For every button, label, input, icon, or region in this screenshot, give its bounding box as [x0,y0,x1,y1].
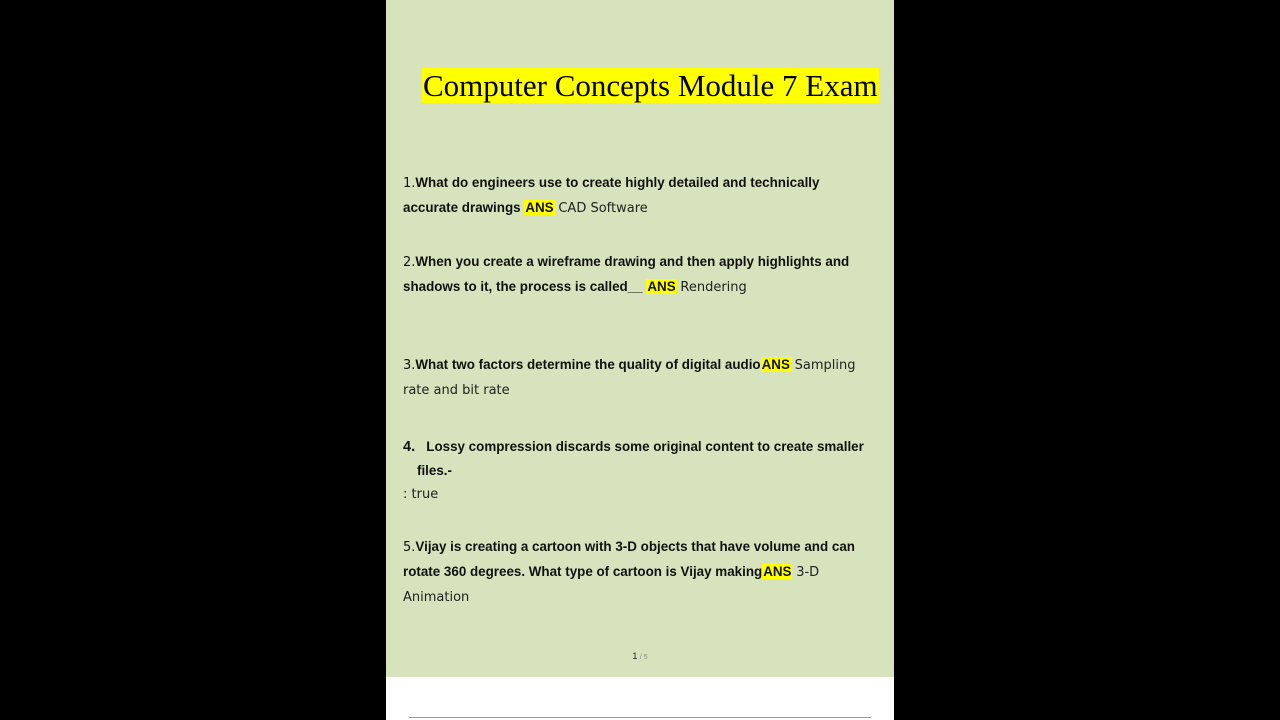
page-number [386,651,894,661]
horizontal-rule [409,717,871,718]
question-number: 1. [403,176,416,191]
page-current: 1 [632,651,638,661]
question-text: What two factors determine the quality of digital audio [415,357,761,372]
ans-label: ANS [647,279,676,294]
question-1 [403,171,878,221]
page-total: / 5 [639,654,648,661]
question-4 [403,435,878,507]
question-2 [403,250,878,300]
question-number: 3. [403,358,416,373]
answer-text: Rendering [680,280,747,295]
question-text: When you create a wireframe drawing and then apply highlights and shadows to it, the process is called__ [403,254,850,294]
question-4-line-1 [403,435,878,459]
question-text-continued: files.- [417,463,452,478]
question-number: 5. [403,540,416,555]
answer-text: : true [403,487,439,502]
page-title: Computer Concepts Module 7 Exam [423,68,878,103]
answer-text: CAD Software [558,201,648,216]
ans-label: ANS [763,564,792,579]
document-page-1 [386,0,894,677]
question-number: 2. [403,255,416,270]
question-number: 4. [403,439,416,455]
answer-text: 3-D Animation [403,565,820,605]
ans-label: ANS [525,200,554,215]
question-5 [403,535,878,610]
answer-text: Sampling rate and bit rate [403,358,856,398]
question-text: Lossy compression discards some original content to create smaller [426,439,864,454]
title-block [422,68,879,103]
question-3 [403,353,878,403]
question-text: Vijay is creating a cartoon with 3-D objects that have volume and can rotate 360 degrees. What type of cartoon is Vijay making [403,539,855,579]
document-page-2 [386,677,894,720]
ans-label: ANS [761,357,790,372]
question-text: What do engineers use to create highly detailed and technically accurate drawings [403,175,820,215]
